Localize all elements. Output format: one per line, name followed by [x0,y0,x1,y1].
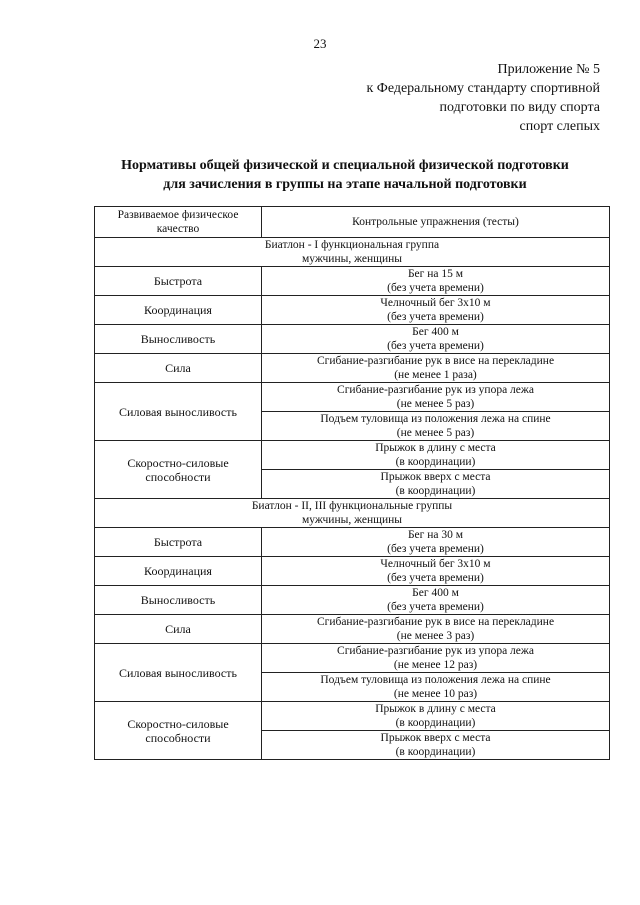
cell-line: Челночный бег 3х10 м [380,558,491,570]
cell-line: (не менее 5 раз) [396,427,475,439]
document-title [80,156,610,194]
appendix-block [366,60,600,136]
cell-line: качество [156,223,200,235]
cell-line: Скоростно-силовые [127,455,229,470]
cell-line: Бег 400 м [412,587,459,599]
group-heading-cell [95,238,610,267]
test-cell [262,731,610,760]
cell-line: Подъем туловища из положения лежа на спине [320,674,551,686]
table-row [95,586,610,615]
quality-cell: Сила [95,615,262,644]
test-cell [262,383,610,412]
title-line: Нормативы общей физической и специальной физической подготовки [121,158,569,173]
group-heading-row [95,238,610,267]
table-row [95,702,610,731]
cell-line: мужчины, женщины [301,253,403,265]
test-cell [262,412,610,441]
cell-line: Бег на 15 м [407,268,464,280]
cell-line: Бег 400 м [412,326,459,338]
cell-line: Сгибание-разгибание рук из упора лежа [337,645,534,657]
cell-line: способности [145,730,211,745]
cell-line: способности [145,469,211,484]
quality-cell: Выносливость [95,325,262,354]
quality-cell: Координация [95,296,262,325]
quality-cell [95,702,262,760]
test-cell [262,325,610,354]
quality-cell: Силовая выносливость [95,383,262,441]
quality-cell: Силовая выносливость [95,644,262,702]
cell-line: Биатлон - II, III функциональные группы [251,500,453,512]
test-cell [262,644,610,673]
test-cell [262,586,610,615]
page-number: 23 [313,36,327,51]
cell-line: Челночный бег 3х10 м [380,297,491,309]
quality-cell: Быстрота [95,528,262,557]
appendix-line: к Федеральному стандарту спортивной [366,81,600,96]
cell-line: (без учета времени) [387,543,484,555]
appendix-line: подготовки по виду спорта [439,100,600,115]
quality-cell: Сила [95,354,262,383]
table-row [95,267,610,296]
quality-cell: Координация [95,557,262,586]
cell-line: Биатлон - I функциональная группа [264,239,440,251]
table-row [95,296,610,325]
header-quality-cell [95,207,262,238]
cell-line: Прыжок вверх с места [380,471,491,483]
table-row [95,644,610,673]
quality-cell: Быстрота [95,267,262,296]
cell-line: Прыжок в длину с места [375,442,496,454]
cell-line: мужчины, женщины [301,514,403,526]
cell-line: Прыжок в длину с места [375,703,496,715]
group-heading-row [95,499,610,528]
cell-line: Сгибание-разгибание рук из упора лежа [337,384,534,396]
test-cell [262,673,610,702]
quality-cell [95,441,262,499]
test-cell [262,470,610,499]
cell-line: (не менее 12 раз) [393,659,478,671]
table-row [95,441,610,470]
table-row [95,325,610,354]
test-cell [262,557,610,586]
header-tests-cell: Контрольные упражнения (тесты) [262,207,610,238]
cell-line: (не менее 1 раза) [394,369,477,381]
cell-line: Прыжок вверх с места [380,732,491,744]
cell-line: (без учета времени) [387,601,484,613]
cell-line: (не менее 5 раз) [396,398,475,410]
test-cell [262,296,610,325]
cell-line: (в координации) [395,485,476,497]
title-line: для зачисления в группы на этапе начальной подготовки [163,177,527,192]
test-cell [262,702,610,731]
norms-table [94,206,610,760]
cell-line: (без учета времени) [387,282,484,294]
cell-line: Развиваемое физическое [117,209,239,221]
cell-line: (без учета времени) [387,311,484,323]
table-header-row [95,207,610,238]
cell-line: (не менее 10 раз) [393,688,478,700]
cell-line: (в координации) [395,746,476,758]
cell-line: Подъем туловища из положения лежа на спине [320,413,551,425]
cell-line: Сгибание-разгибание рук в висе на перекладине [316,355,555,367]
table-row [95,557,610,586]
quality-cell: Выносливость [95,586,262,615]
table-row [95,354,610,383]
test-cell [262,267,610,296]
cell-line: (в координации) [395,456,476,468]
cell-line: Скоростно-силовые [127,716,229,731]
cell-line: (без учета времени) [387,340,484,352]
table-row [95,615,610,644]
test-cell [262,615,610,644]
appendix-line: Приложение № 5 [497,62,600,77]
table-row [95,383,610,412]
test-cell [262,528,610,557]
cell-line: (не менее 3 раз) [396,630,475,642]
cell-line: Сгибание-разгибание рук в висе на перекладине [316,616,555,628]
group-heading-cell [95,499,610,528]
cell-line: (в координации) [395,717,476,729]
appendix-line: спорт слепых [519,119,600,134]
cell-line: (без учета времени) [387,572,484,584]
test-cell [262,441,610,470]
test-cell [262,354,610,383]
cell-line: Бег на 30 м [407,529,464,541]
table-row [95,528,610,557]
